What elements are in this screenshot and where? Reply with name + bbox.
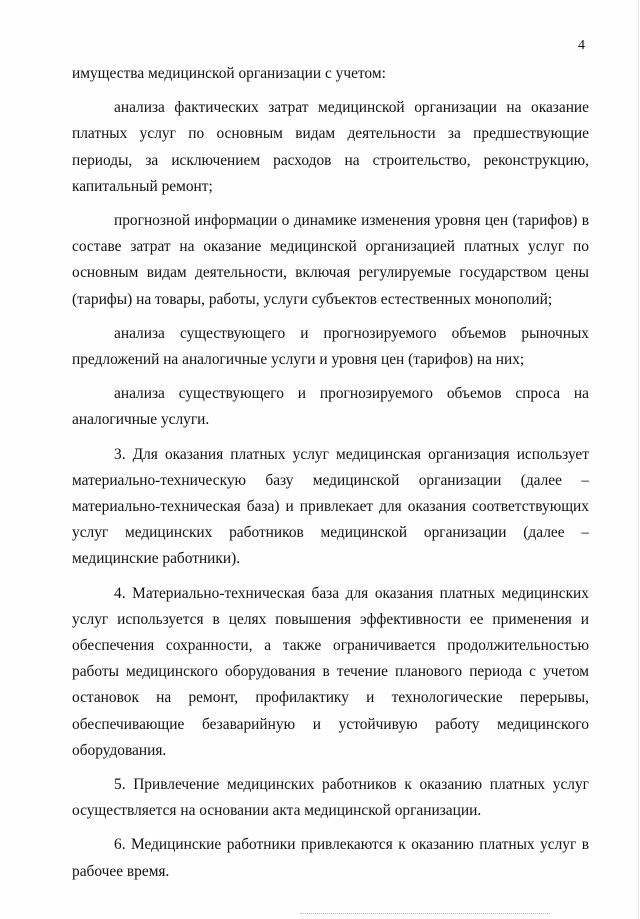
- paragraph-price-forecast: прогнозной информации о динамике изменения уровня цен (тарифов) в составе затрат на оказание медицинской организацией платных услуг по основным видам деятельности, включая регулируемые государством цены (тарифы) на товары, работы, услуги субъектов естественных монополий;: [72, 212, 589, 308]
- document-body: [72, 61, 589, 893]
- paragraph-demand-analysis: анализа существующего и прогнозируемого объемов спроса на аналогичные услуги.: [72, 385, 589, 429]
- scan-edge-right: [638, 0, 639, 919]
- paragraph-continuation: имущества медицинской организации с учетом:: [72, 65, 386, 82]
- paragraph-item-5: 5. Привлечение медицинских работников к оказанию платных услуг осуществляется на основании акта медицинской организации.: [72, 776, 589, 820]
- paragraph-market-offers: анализа существующего и прогнозируемого объемов рыночных предложений на аналогичные услуги и уровня цен (тарифов) на них;: [72, 324, 589, 369]
- paragraph-item-6: 6. Медицинские работники привлекаются к оказанию платных услуг в рабочее время.: [72, 836, 589, 880]
- page-number: 4: [578, 38, 585, 53]
- paragraph-item-3: 3. Для оказания платных услуг медицинская организация использует материально-техническую базу медицинской организации (далее – материально-техническая база) и привлекает для оказания соответствующих услуг медицинских работников медицинской организации (далее – медицинские работники).: [72, 445, 589, 568]
- paragraph-item-4: 4. Материально-техническая база для оказания платных медицинских услуг используется в целях повышения эффективности ее применения и обеспечения сохранности, а также ограничивается продолжительностью работы медицинского оборудования в течение планового периода с учетом остановок на ремонт, профилактику и технологические перерывы, обеспечивающие безаварийную и устойчивую работу медицинского оборудования.: [72, 584, 589, 759]
- paragraph-analysis-costs: анализа фактических затрат медицинской организации на оказание платных услуг по основным видам деятельности за предшествующие периоды, за исключением расходов на строительство, реконструкцию, капитальный ремонт;: [72, 99, 589, 195]
- scan-edge-bottom: [300, 913, 550, 915]
